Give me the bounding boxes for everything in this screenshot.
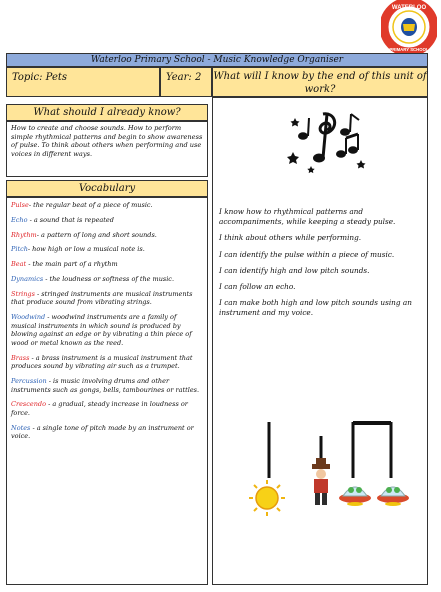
vocab-item [11, 216, 203, 225]
vocab-definition: - a single tone of pitch made by an instrument or voice. [11, 423, 194, 441]
vocab-term: Strings [11, 289, 35, 298]
vocabulary-list [6, 197, 208, 585]
vocab-item [11, 400, 203, 417]
alien-ufo-icon [377, 487, 409, 506]
vocab-term: Crescendo [11, 400, 47, 409]
vocab-definition: - stringed instruments are musical instruments that produce sound from vibrating strings. [11, 289, 193, 307]
learning-outcome: I can identify high and low pitch sounds. [219, 265, 370, 275]
vocab-term: Beat [11, 260, 27, 269]
outcomes-panel [212, 97, 428, 585]
vocab-term: Pitch [11, 245, 28, 254]
vocab-term: Notes [11, 423, 31, 432]
logo-emblem-icon [401, 18, 417, 36]
vocab-definition: - the regular beat of a piece of music. [28, 201, 153, 209]
learning-outcome: I think about others while performing. [219, 233, 362, 243]
learning-outcomes-list [219, 207, 423, 325]
vocab-definition: - is music involving drums and other instruments such as gongs, bells, tambourines or rattles. [11, 377, 200, 394]
vocab-item [11, 245, 203, 254]
music-notes-icon [283, 108, 367, 174]
vocab-item [11, 201, 203, 210]
vocab-term: Woodwind [11, 313, 46, 322]
page-title: Waterloo Primary School - Music Knowledge Organiser [6, 53, 428, 67]
pitch-illustration [241, 416, 421, 536]
vocab-definition: - the loudness or softness of the music. [43, 274, 175, 283]
vocab-item [11, 377, 203, 394]
learning-outcome: I know how to rhythmical patterns and accompaniments, while keeping a steady pulse. [219, 207, 396, 227]
vocab-definition: - the main part of a rhythm [26, 260, 118, 269]
logo-top-text: WATERLOO [391, 5, 427, 11]
vocab-definition: - a gradual, steady increase in loudness or force. [11, 400, 188, 417]
learning-outcome: I can identify the pulse within a piece of music. [219, 249, 395, 259]
vocab-definition: - how high or low a musical note is. [27, 245, 145, 254]
vocab-item [11, 424, 203, 441]
vocab-item [11, 260, 203, 269]
vocabulary-heading: Vocabulary [6, 180, 208, 197]
prior-knowledge-heading: What should I already know? [6, 104, 208, 121]
vocab-item [11, 354, 203, 371]
sun-icon [249, 480, 285, 516]
vocab-term: Rhythm [11, 230, 37, 239]
vocab-definition: - a pattern of long and short sounds. [36, 230, 157, 239]
alien-ufo-icon [339, 487, 371, 506]
vocab-item [11, 231, 203, 240]
learning-outcome: I can make both high and low pitch sounds using an instrument and my voice. [219, 298, 412, 318]
topic-label: Topic: Pets [6, 67, 160, 97]
vocab-definition: - woodwind instruments are a family of musical instruments in which sound is produced by blowing against an edge or by vibrating a thin piece of wood or metal known as the reed. [11, 313, 192, 347]
school-logo [381, 0, 437, 54]
vocab-item [11, 275, 203, 284]
vocab-item [11, 313, 203, 347]
vocab-definition: - a brass instrument is a musical instrument that produces sound by vibrating air such as a trumpet. [11, 353, 193, 371]
cowboy-character-icon [312, 458, 330, 505]
vocab-item [11, 290, 203, 307]
vocab-definition: - a sound that is repeated [27, 215, 114, 224]
learning-outcome: I can follow an echo. [219, 282, 296, 292]
vocab-term: Dynamics [11, 274, 44, 283]
vocab-term: Brass [11, 353, 30, 362]
vocab-term: Pulse [11, 201, 29, 209]
year-label: Year: 2 [160, 67, 212, 97]
vocab-term: Percussion [11, 377, 47, 385]
prior-knowledge-text: How to create and choose sounds. How to perform simple rhythmical patterns and begin to show awareness of pulse. To think about others when performing and use voices in different ways. [6, 121, 208, 177]
unit-question-heading: What will I know by the end of this unit of work? [212, 67, 428, 97]
logo-bottom-text: PRIMARY SCHOOL [389, 47, 429, 52]
vocab-term: Echo [11, 215, 28, 224]
